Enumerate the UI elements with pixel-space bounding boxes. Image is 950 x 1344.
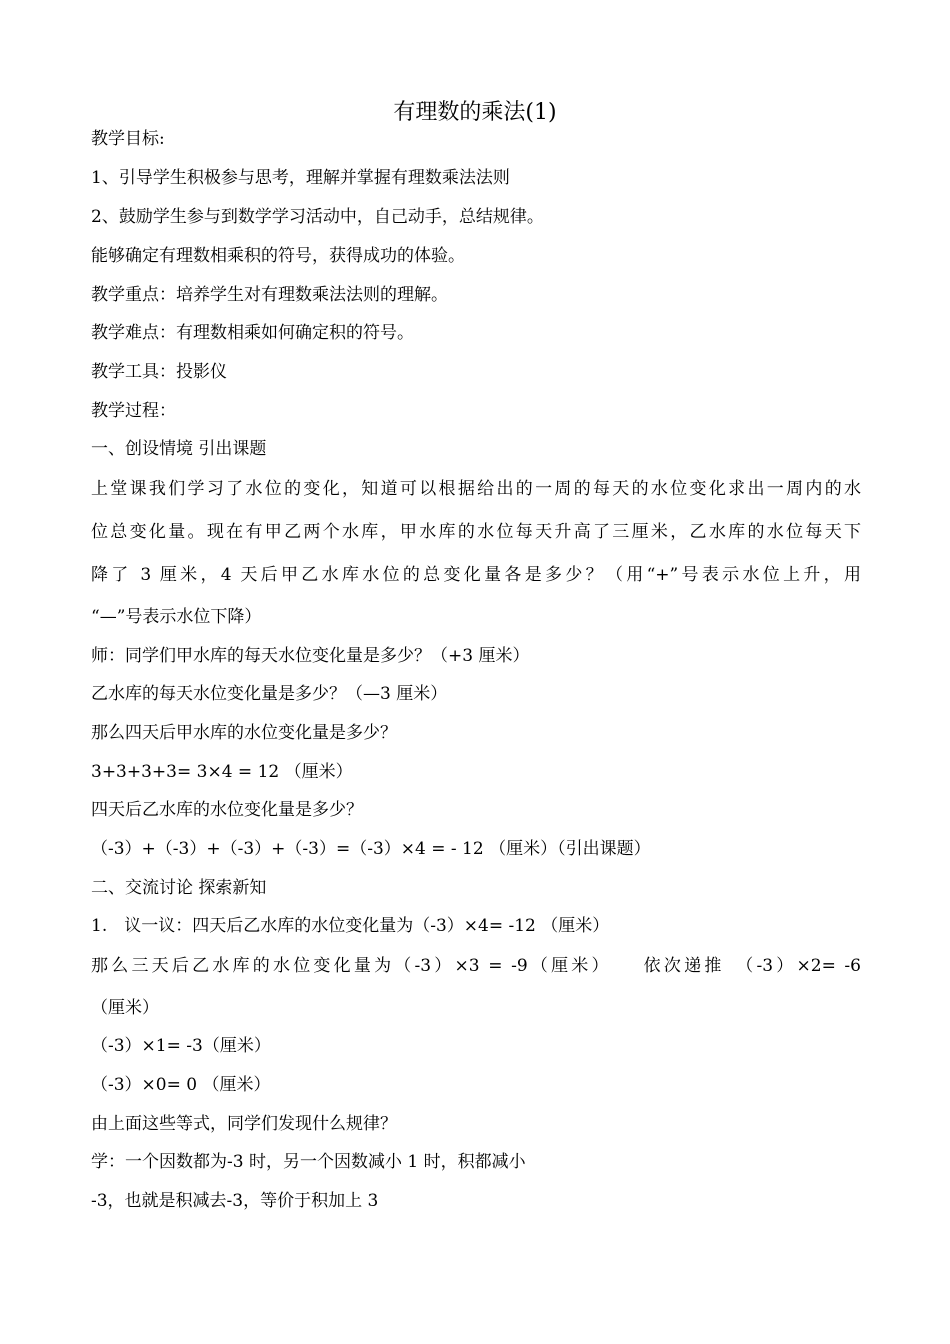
section-heading-objectives: 教学目标:	[91, 129, 165, 149]
discussion-line: 那么三天后乙水库的水位变化量为（-3）×3 = -9（厘米） 依次递推 （-3）×2= -6	[91, 956, 861, 976]
question-line: 四天后乙水库的水位变化量是多少？	[91, 800, 363, 820]
section-heading-2: 二、交流讨论 探索新知	[91, 878, 267, 898]
difficult-point: 教学难点：有理数相乘如何确定积的符号。	[91, 323, 414, 343]
equation-line: 3+3+3+3= 3×4 = 12 （厘米）	[91, 762, 353, 782]
key-point: 教学重点：培养学生对有理数乘法法则的理解。	[91, 285, 448, 305]
question-line: 那么四天后甲水库的水位变化量是多少？	[91, 723, 397, 743]
student-answer: 学：一个因数都为-3 时，另一个因数减小 1 时，积都减小	[91, 1152, 526, 1172]
objective-1: 1、引导学生积极参与思考，理解并掌握有理数乘法法则	[91, 168, 510, 188]
teacher-question: 师：同学们甲水库的每天水位变化量是多少？（+3 厘米）	[91, 646, 530, 666]
paragraph-line: 位总变化量。现在有甲乙两个水库，甲水库的水位每天升高了三厘米，乙水库的水位每天下	[91, 522, 861, 542]
equation-line: （-3）+（-3）+（-3）+（-3）=（-3）×4 = - 12 （厘米）（引出课题）	[91, 839, 651, 859]
objective-2: 2、鼓励学生参与到数学学习活动中，自己动手，总结规律。	[91, 207, 544, 227]
paragraph-line: 上堂课我们学习了水位的变化，知道可以根据给出的一周的每天的水位变化求出一周内的水	[91, 479, 861, 499]
teaching-tools: 教学工具：投影仪	[91, 362, 227, 382]
equation-line: （-3）×0= 0 （厘米）	[91, 1075, 271, 1095]
question-line: 由上面这些等式，同学们发现什么规律？	[91, 1114, 397, 1134]
question-line: 乙水库的每天水位变化量是多少？（—3 厘米）	[91, 684, 448, 704]
equation-line: （-3）×1= -3（厘米）	[91, 1036, 271, 1056]
objective-3: 能够确定有理数相乘积的符号，获得成功的体验。	[91, 246, 465, 266]
student-answer: -3，也就是积减去-3，等价于积加上 3	[91, 1191, 379, 1211]
paragraph-line: 降了 3 厘米，4 天后甲乙水库水位的总变化量各是多少？（用“+”号表示水位上升，用	[91, 565, 861, 585]
discussion-line: （厘米）	[91, 998, 159, 1018]
discussion-line: 1. 议一议：四天后乙水库的水位变化量为（-3）×4= -12 （厘米）	[91, 916, 610, 936]
section-heading-process: 教学过程：	[91, 401, 176, 421]
document-title: 有理数的乘法(1)	[393, 100, 557, 125]
section-heading-1: 一、创设情境 引出课题	[91, 439, 267, 459]
paragraph-line: “—”号表示水位下降）	[91, 607, 262, 627]
